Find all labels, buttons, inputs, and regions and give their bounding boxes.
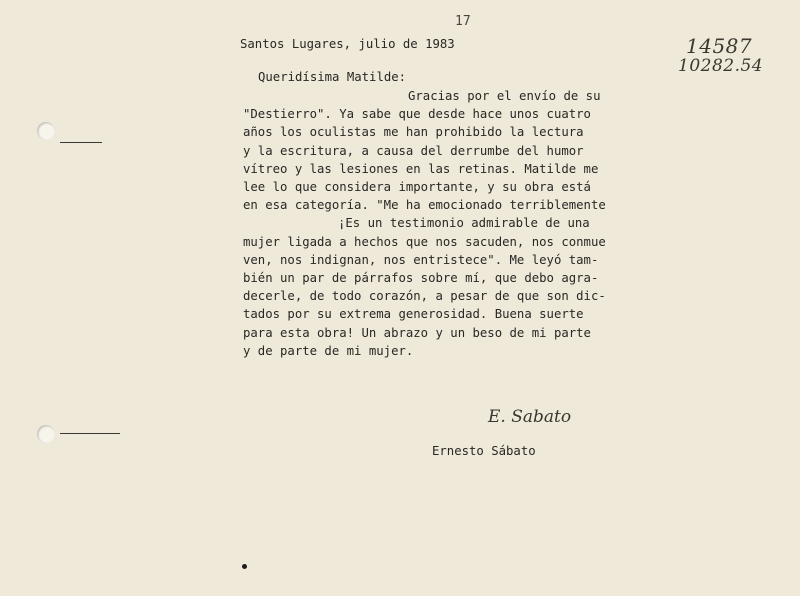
letter-body bbox=[243, 87, 643, 360]
page-number: 17 bbox=[455, 14, 471, 29]
archive-number-2: 10282.54 bbox=[678, 56, 764, 76]
body-line: y la escritura, a causa del derrumbe del humor bbox=[243, 143, 584, 158]
handwritten-signature: E. Sabato bbox=[488, 407, 572, 427]
body-line: ven, nos indignan, nos entristece". Me leyó tam- bbox=[243, 252, 599, 267]
body-line: ¡Es un testimonio admirable de una bbox=[338, 216, 590, 231]
body-line: decerle, de todo corazón, a pesar de que son dic- bbox=[243, 289, 606, 304]
body-line: mujer ligada a hechos que nos sacuden, nos conmue bbox=[243, 234, 606, 249]
body-line: lee lo que considera importante, y su obra está bbox=[243, 180, 591, 195]
archive-number-1: 14587 bbox=[686, 34, 753, 58]
binder-hole-bottom bbox=[37, 425, 55, 443]
body-line: "Destierro". Ya sabe que desde hace unos cuatro bbox=[243, 107, 591, 122]
body-line: para esta obra! Un abrazo y un beso de mi parte bbox=[243, 325, 591, 340]
margin-mark-top bbox=[60, 142, 102, 143]
body-line: bién un par de párrafos sobre mí, que debo agra- bbox=[243, 271, 599, 286]
body-line: y de parte de mi mujer. bbox=[243, 343, 414, 358]
margin-mark-bottom bbox=[60, 433, 120, 434]
body-line: vítreo y las lesiones en las retinas. Matilde me bbox=[243, 161, 599, 176]
ink-dot bbox=[242, 564, 247, 569]
body-line: años los oculistas me han prohibido la lectura bbox=[243, 125, 584, 140]
body-line: en esa categoría. "Me ha emocionado terriblemente bbox=[243, 198, 606, 213]
body-line: Gracias por el envío de su bbox=[408, 89, 601, 103]
dateline: Santos Lugares, julio de 1983 bbox=[240, 37, 455, 51]
binder-hole-top bbox=[37, 122, 55, 140]
signature-name: Ernesto Sábato bbox=[432, 444, 536, 458]
salutation: Queridísima Matilde: bbox=[258, 70, 407, 84]
body-line: tados por su extrema generosidad. Buena suerte bbox=[243, 307, 584, 322]
